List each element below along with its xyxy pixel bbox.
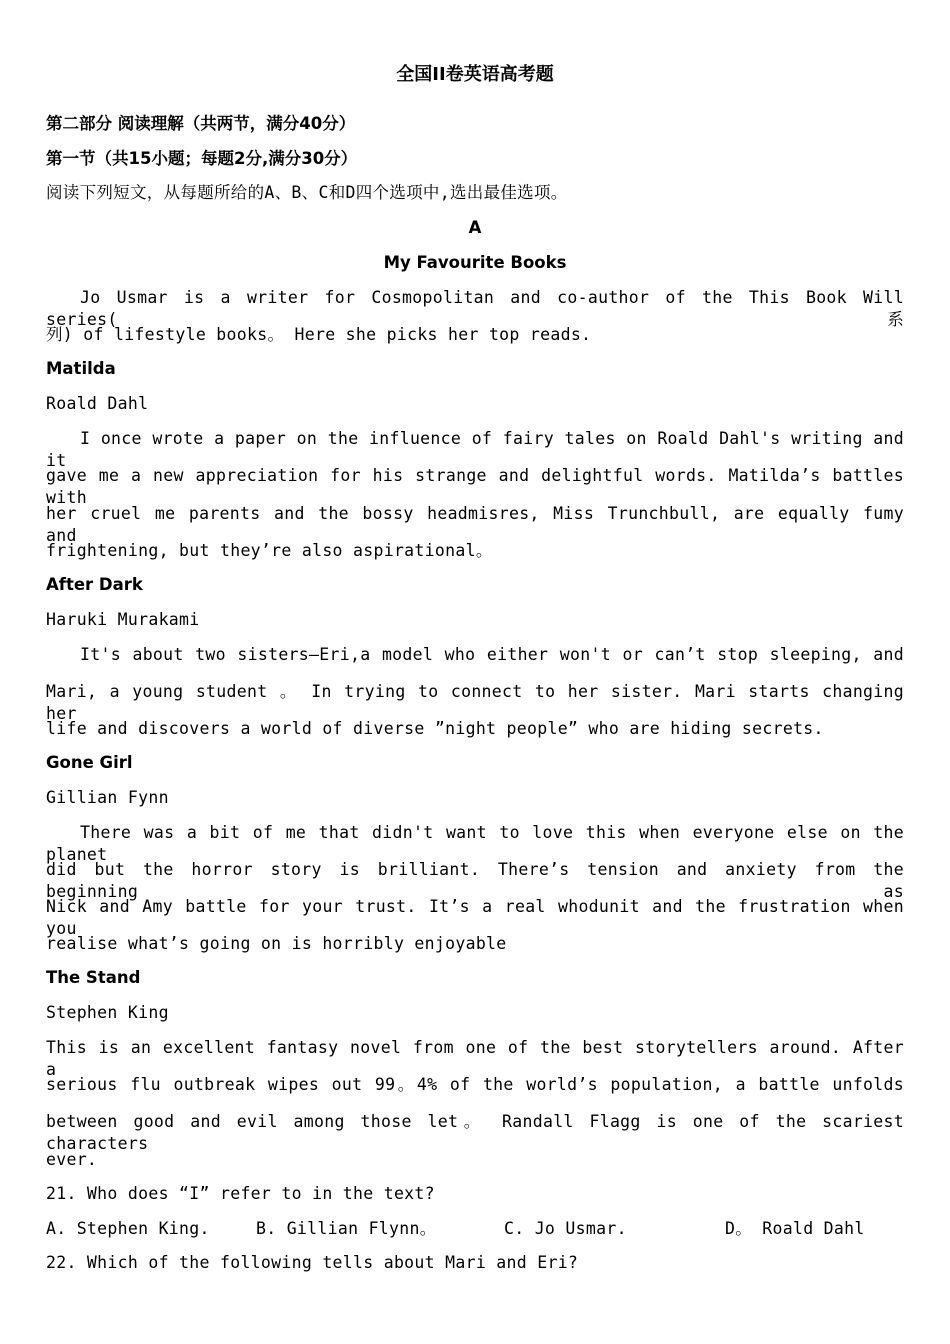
option-a: A. Stephen King.	[46, 1219, 210, 1238]
book-title: The Stand	[46, 968, 141, 987]
review-line: between good and evil among those let。 Randall Flagg is one of the scariest characters	[46, 1112, 904, 1153]
review-line: did but the horror story is brilliant. There’s tension and anxiety from the beginning as	[46, 860, 904, 901]
question-stem: 21. Who does “I” refer to in the text?	[46, 1184, 435, 1203]
intro-line: 列) of lifestyle books。 Here she picks her top reads.	[46, 325, 592, 344]
review-line: life and discovers a world of diverse ”night people” who are hiding secrets.	[46, 719, 824, 738]
option-b: B. Gillian Flynn。	[256, 1219, 437, 1238]
intro-line: Jo Usmar is a writer for Cosmopolitan and co-author of the This Book Will series(系	[46, 288, 904, 329]
book-author: Roald Dahl	[46, 394, 149, 413]
review-line: Mari, a young student 。 In trying to connect to her sister. Mari starts changing her	[46, 682, 904, 723]
review-line: There was a bit of me that didn't want to love this when everyone else on the planet	[46, 823, 904, 864]
book-title: Matilda	[46, 359, 116, 378]
book-title: After Dark	[46, 575, 143, 594]
part-heading: 第二部分 阅读理解（共两节，满分40分）	[46, 114, 356, 133]
review-line: frightening, but they’re also aspirational。	[46, 541, 493, 560]
book-author: Gillian Fynn	[46, 788, 169, 807]
option-d: D。 Roald Dahl	[725, 1219, 865, 1238]
review-line: gave me a new appreciation for his strange and delightful words. Matilda’s battles with	[46, 466, 904, 507]
instructions: 阅读下列短文，从每题所给的A、B、C和D四个选项中,选出最佳选项。	[46, 183, 568, 202]
question-stem: 22. Which of the following tells about Mari and Eri?	[46, 1253, 579, 1272]
review-line: realise what’s going on is horribly enjoyable	[46, 934, 507, 953]
book-author: Stephen King	[46, 1003, 169, 1022]
passage-label: A	[468, 218, 482, 237]
review-line: Nick and Amy battle for your trust. It’s a real whodunit and the frustration when you	[46, 897, 904, 938]
book-title: Gone Girl	[46, 753, 133, 772]
review-line: This is an excellent fantasy novel from one of the best storytellers around. After a	[46, 1038, 904, 1079]
review-line: serious flu outbreak wipes out 99。4% of the world’s population, a battle unfolds	[46, 1075, 904, 1094]
review-line: ever.	[46, 1150, 98, 1169]
passage-heading: My Favourite Books	[383, 253, 567, 272]
section-heading: 第一节（共15小题；每题2分,满分30分）	[46, 149, 358, 168]
review-line: her cruel me parents and the bossy headmisres, Miss Trunchbull, are equally fumy and	[46, 504, 904, 545]
review-line: I once wrote a paper on the influence of fairy tales on Roald Dahl's writing and it	[46, 429, 904, 470]
review-line: It's about two sisters—Eri,a model who either won't or can’t stop sleeping, and	[80, 645, 904, 664]
book-author: Haruki Murakami	[46, 610, 200, 629]
page-title: 全国II卷英语高考题	[396, 64, 554, 85]
option-c: C. Jo Usmar.	[504, 1219, 627, 1238]
